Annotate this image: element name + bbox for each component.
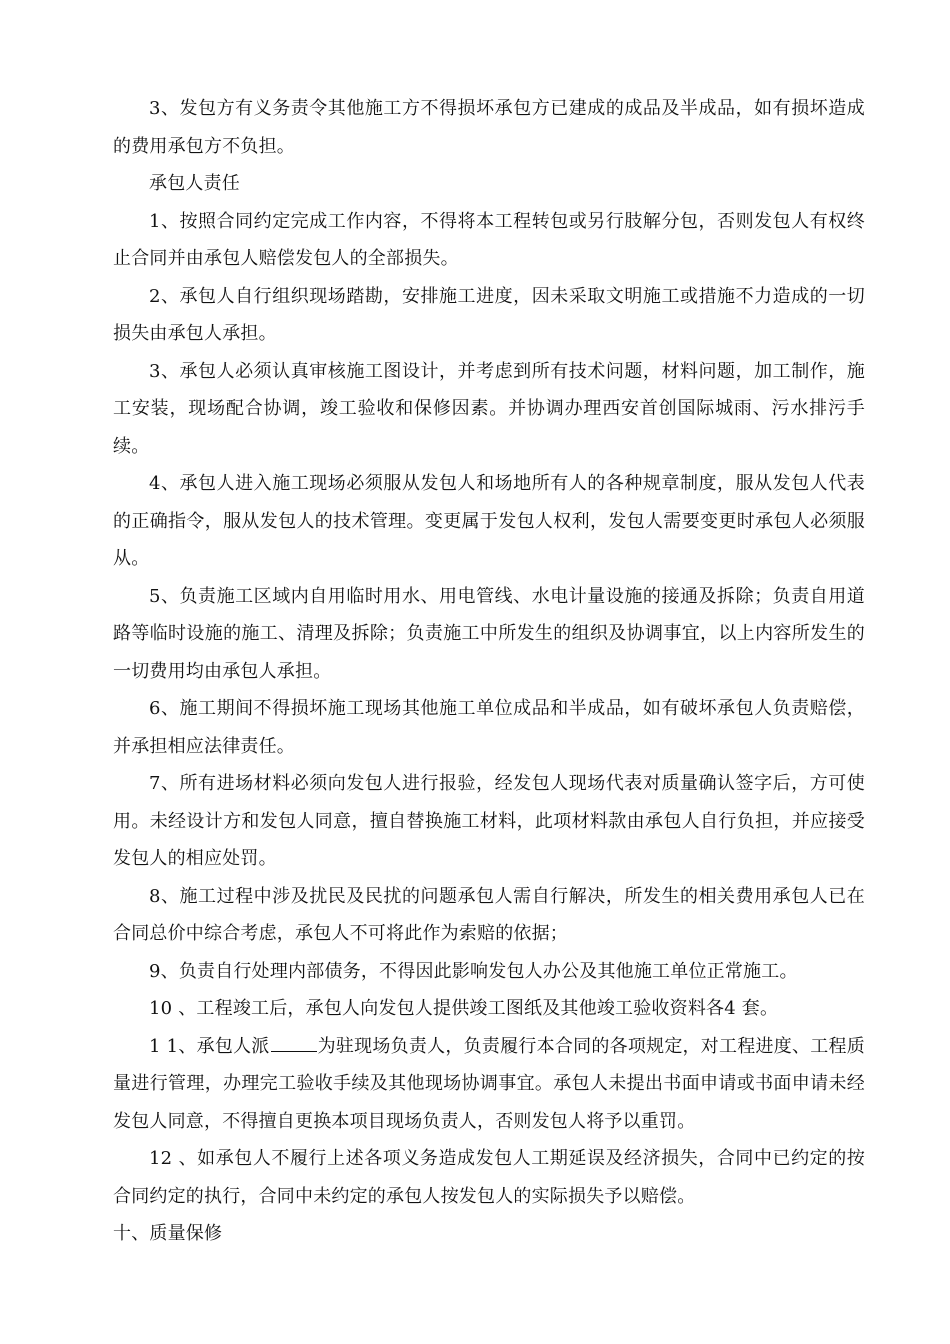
contractor-item-11 bbox=[113, 1028, 865, 1141]
item-11-rest: 为驻现场负责人，负责履行本合同的各项规定，对工程进度、工程质量进行管理，办理完工验收手续及其他现场协调事宜。承包人未提出书面申请或书面申请未经发包人同意，不得擅自更换本项目现场负责人，否则发包人将予以重罚。 bbox=[113, 1035, 865, 1132]
document-body bbox=[113, 90, 865, 1253]
contractor-item-5: 5、负责施工区域内自用临时用水、用电管线、水电计量设施的接通及拆除；负责自用道路等临时设施的施工、清理及拆除；负责施工中所发生的组织及协调事宜，以上内容所发生的一切费用均由承包人承担。 bbox=[113, 585, 865, 682]
contractor-item-4: 4、承包人进入施工现场必须服从发包人和场地所有人的各种规章制度，服从发包人代表的正确指令，服从发包人的技术管理。变更属于发包人权利，发包人需要变更时承包人必须服从。 bbox=[113, 473, 865, 569]
clause-prev-3: 3、发包方有义务责令其他施工方不得损坏承包方已建成的成品及半成品，如有损坏造成的费用承包方不负担。 bbox=[113, 98, 865, 157]
contractor-item-2: 2、承包人自行组织现场踏勘，安排施工进度，因未采取文明施工或措施不力造成的一切损失由承包人承担。 bbox=[113, 285, 865, 344]
contractor-item-8: 8、施工过程中涉及扰民及民扰的问题承包人需自行解决，所发生的相关费用承包人已在合同总价中综合考虑，承包人不可将此作为索赔的依据； bbox=[113, 885, 865, 944]
representative-name-blank bbox=[271, 1031, 317, 1052]
contractor-item-1: 1、按照合同约定完成工作内容，不得将本工程转包或另行肢解分包，否则发包人有权终止合同并由承包人赔偿发包人的全部损失。 bbox=[113, 210, 865, 269]
contractor-item-12: 12 、如承包人不履行上述各项义务造成发包人工期延误及经济损失，合同中已约定的按合同约定的执行，合同中未约定的承包人按发包人的实际损失予以赔偿。 bbox=[113, 1148, 865, 1207]
contractor-item-3: 3、承包人必须认真审核施工图设计，并考虑到所有技术问题，材料问题，加工制作，施工安装，现场配合协调，竣工验收和保修因素。并协调办理西安首创国际城雨、污水排污手续。 bbox=[113, 360, 865, 457]
section-10-heading: 十、质量保修 bbox=[113, 1223, 223, 1244]
contractor-item-7: 7、所有进场材料必须向发包人进行报验，经发包人现场代表对质量确认签字后，方可使用。未经设计方和发包人同意，擅自替换施工材料，此项材料款由承包人自行负担，并应接受发包人的相应处罚。 bbox=[113, 773, 865, 869]
contractor-item-9: 9、负责自行处理内部债务，不得因此影响发包人办公及其他施工单位正常施工。 bbox=[149, 960, 798, 982]
contractor-responsibility-heading: 承包人责任 bbox=[149, 173, 240, 194]
contractor-item-10: 10 、工程竣工后，承包人向发包人提供竣工图纸及其他竣工验收资料各4 套。 bbox=[149, 998, 779, 1019]
item-11-lead: 1 1、承包人派 bbox=[149, 1035, 270, 1057]
contractor-item-6: 6、施工期间不得损坏施工现场其他施工单位成品和半成品，如有破坏承包人负责赔偿，并承担相应法律责任。 bbox=[113, 698, 865, 757]
